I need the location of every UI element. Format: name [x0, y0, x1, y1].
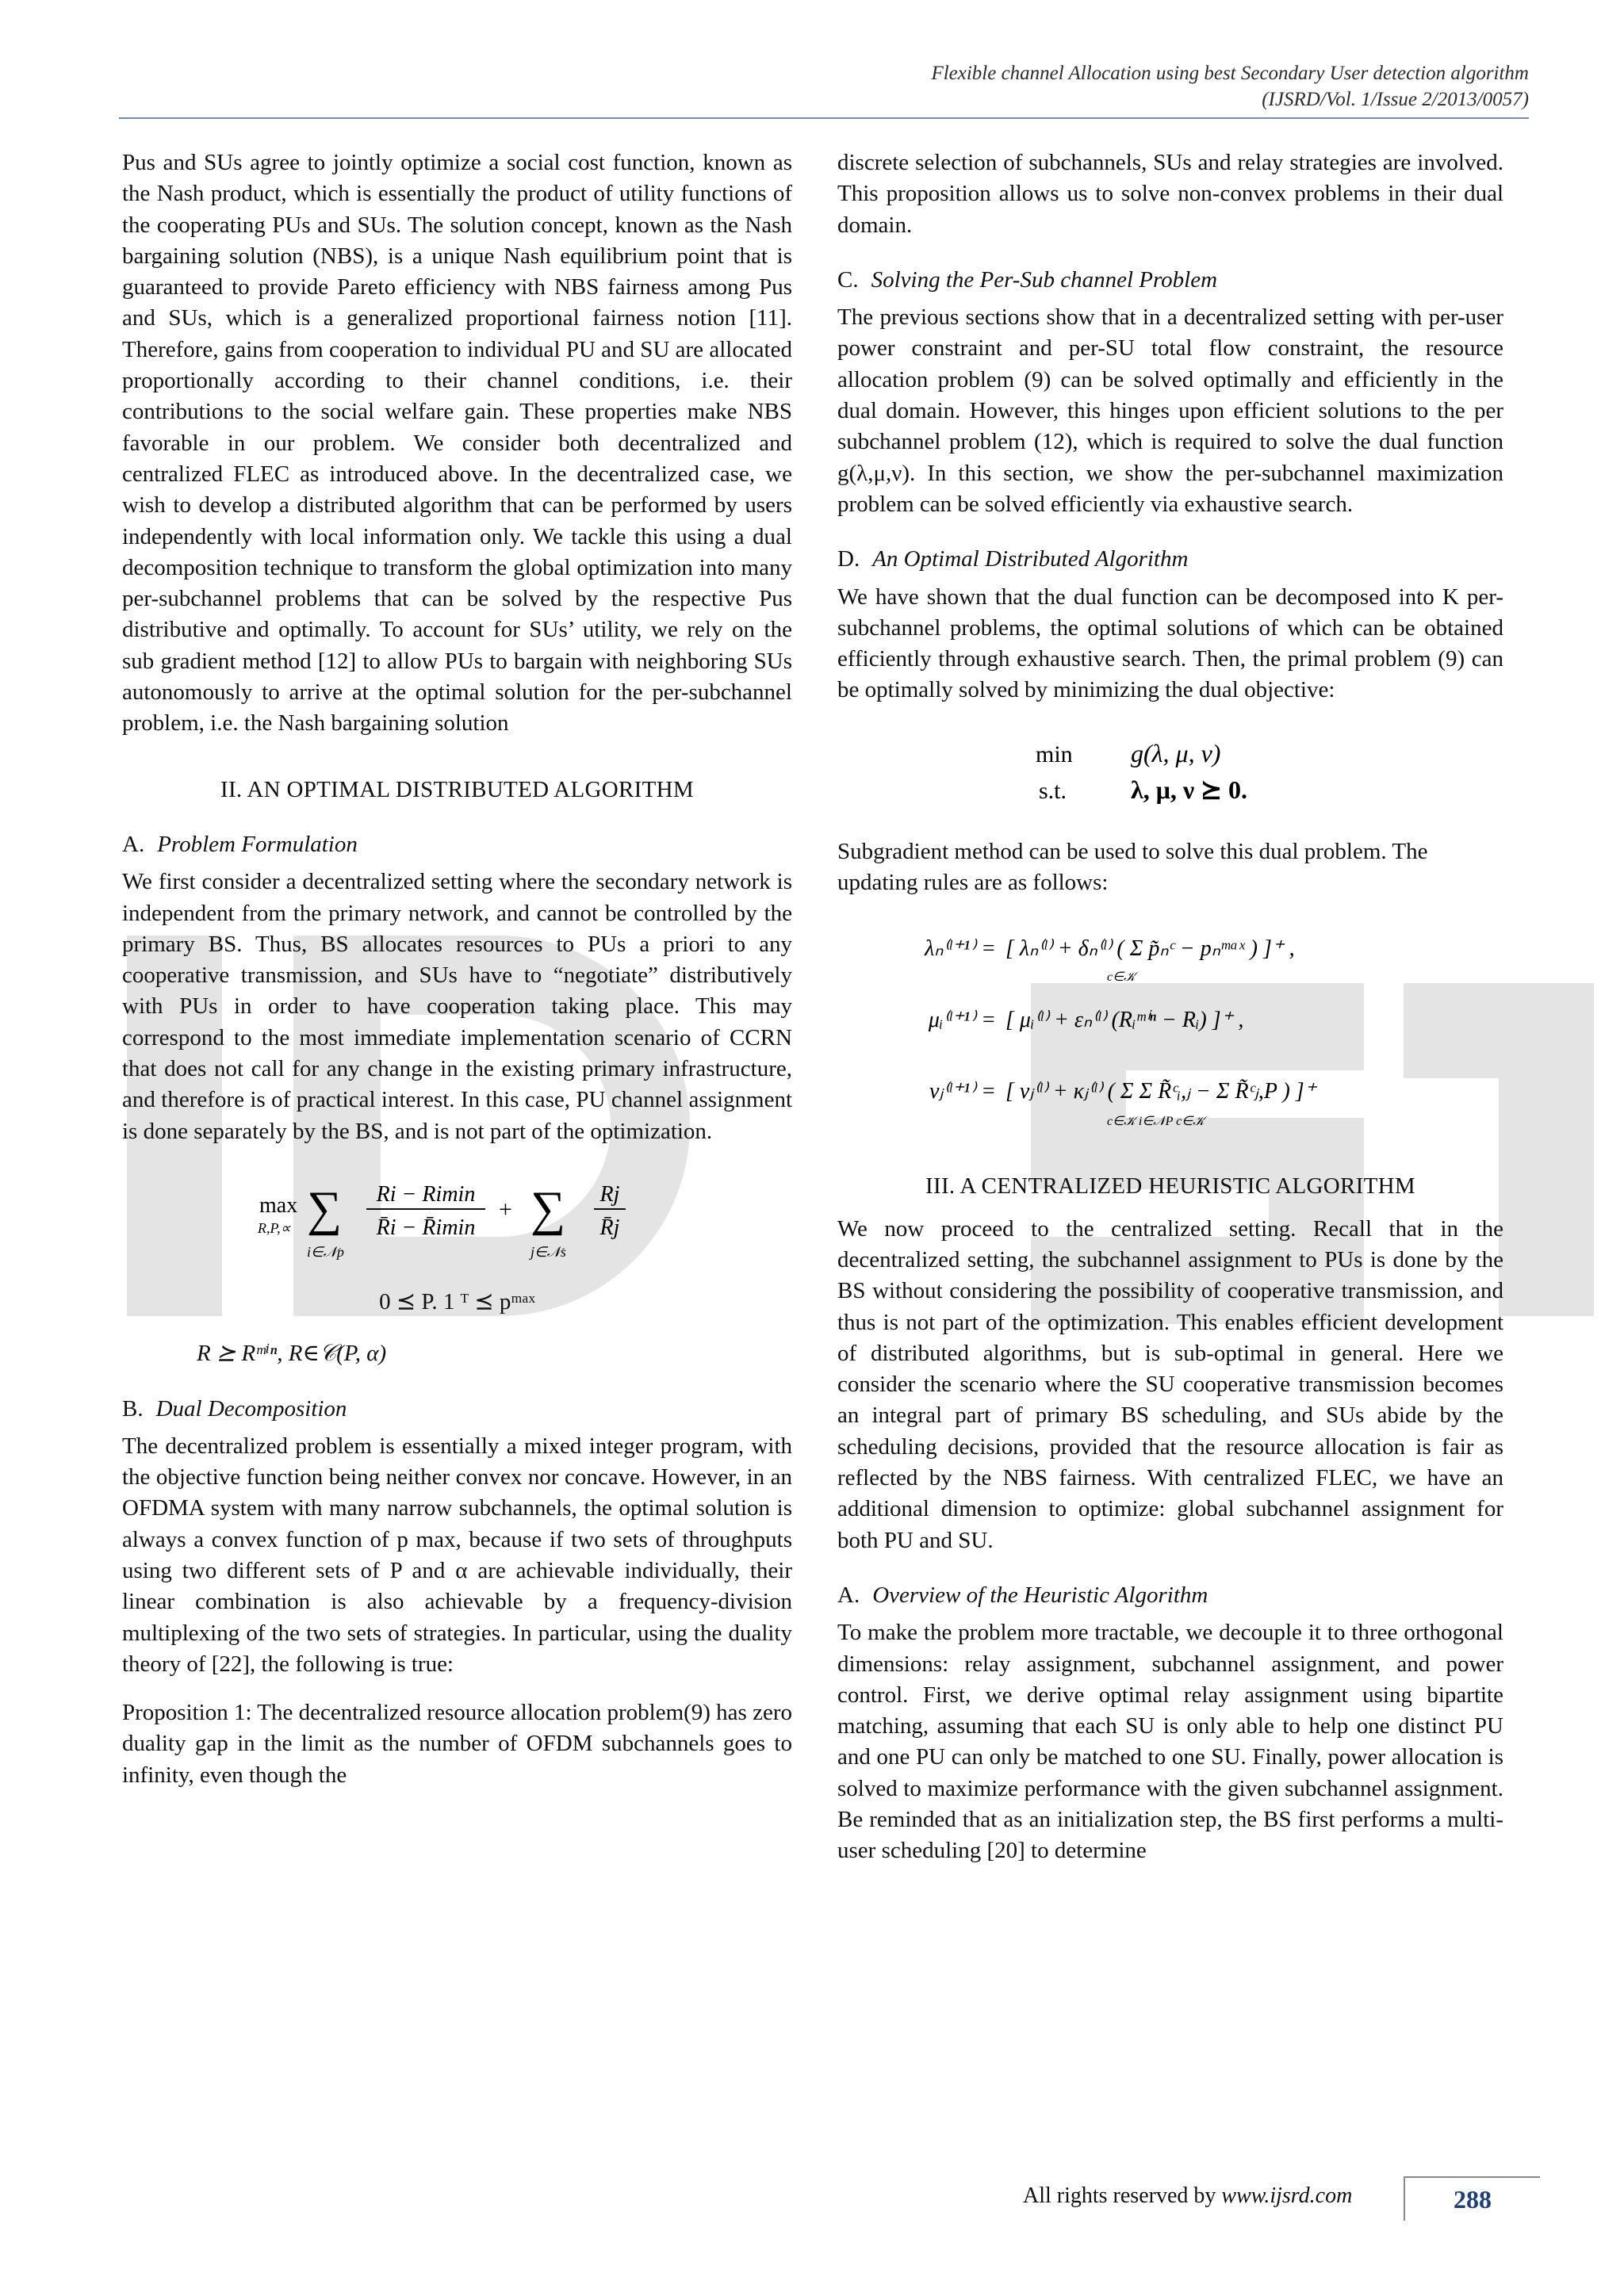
subsection-a-title: Problem Formulation: [157, 831, 358, 857]
update-mu-lhs: μᵢ⁽ˡ⁺¹⁾ =: [928, 1008, 996, 1033]
header-rule: [119, 117, 1529, 119]
update-nu-rhs: [ νⱼ⁽ˡ⁾ + κⱼ⁽ˡ⁾ ( Σ Σ R̃ᶜᵢ,ⱼ − Σ R̃ᶜⱼ,P ) ]⁺: [1005, 1079, 1316, 1104]
dual-constraint: λ, μ, ν ⪰ 0.: [1131, 775, 1247, 804]
subsection-a-heading: [122, 829, 792, 860]
max-subscript: R,P,∝: [257, 1219, 291, 1236]
footer-site-link[interactable]: www.ijsrd.com: [1221, 2183, 1353, 2208]
update-rules: [837, 909, 1503, 1139]
constraint-rate: R ⪰ Rᵐⁱⁿ, R∈𝒞(P, α): [197, 1341, 387, 1367]
subsection-b-title: Dual Decomposition: [155, 1395, 347, 1422]
footer-rights-text: All rights reserved by: [1023, 2183, 1216, 2208]
fraction-2-numerator: Rj: [599, 1181, 619, 1207]
left-column: [122, 147, 792, 1791]
optimization-equation: [122, 1171, 792, 1370]
subsection-b-number: B.: [122, 1395, 144, 1422]
dual-decomposition-paragraph: The decentralized problem is essentially a mixed integer program, with the objective function being neither convex nor concave. However, in an OFDMA system with many narrow subchannels, the optimal solution is always a convex function of p max, because if two sets of throughputs using two different sets of P and α are achievable individually, their linear combination is also achievable by a frequency-division multiplexing of the two sets of strategies. In particular, using the duality theory of [22], the following is true:: [122, 1433, 792, 1677]
dual-st: s.t.: [1039, 777, 1067, 804]
sum-2-subscript: j∈𝒩s: [530, 1243, 566, 1260]
update-lambda-lhs: λₙ⁽ˡ⁺¹⁾ =: [925, 936, 996, 962]
subsection-c-number: C.: [837, 266, 859, 293]
sum-2-icon: ∑: [530, 1181, 565, 1236]
proposition-paragraph: Proposition 1: The decentralized resource allocation problem(9) has zero duality gap in the limit as the number of OFDM subchannels goes to infinity, even though the: [122, 1700, 792, 1788]
header-journal: (IJSRD/Vol. 1/Issue 2/2013/0057): [1262, 89, 1529, 110]
heuristic-overview-paragraph: To make the problem more tractable, we decouple it to three orthogonal dimensions: relay assignment, subchannel assignment, and power control. First, we derive optimal relay assignment using bipartite matching, assuming that each SU is only able to help one distinct PU and one PU can only be matched to one SU. Finally, power allocation is solved to maximize performance with the given subchannel assignment. Be reminded that as an initialization step, the BS first performs a multi-user scheduling [20] to determine: [837, 1620, 1503, 1864]
sum-1-icon: ∑: [306, 1181, 342, 1236]
subsection-a3-title: Overview of the Heuristic Algorithm: [872, 1582, 1208, 1608]
problem-formulation-paragraph: We first consider a decentralized setting where the secondary network is independent from the primary network, and cannot be controlled by the primary BS. Thus, BS allocates resources to PUs a priori to any cooperative transmission, and SUs have to “negotiate” distributively with PUs in order to have cooperation taking place. This may correspond to the most immediate implementation scenario of CCRN that does not call for any change in the existing primary infrastructure, and therefore is of practical interest. In this case, PU channel assignment is done separately by the BS, and is not part of the optimization.: [122, 869, 792, 1144]
sum-1-subscript: i∈𝒩p: [306, 1243, 344, 1260]
subsection-a3-heading: [837, 1580, 1503, 1611]
intro-paragraph: Pus and SUs agree to jointly optimize a social cost function, known as the Nash product, which is essentially the product of utility functions of the cooperating PUs and SUs. The solution concept, known as the Nash bargaining solution (NBS), is a unique Nash equilibrium point that is guaranteed to provide Pareto efficiency with NBS fairness among Pus and SUs, which is a generalized proportional fairness notion [11]. Therefore, gains from cooperation to individual PU and SU are allocated proportionally according to their channel conditions, i.e. their contributions to the social welfare gain. These properties make NBS favorable in our problem. We consider both decentralized and centralized FLEC as introduced above. In the decentralized case, we wish to develop a distributed algorithm that can be performed by users independently with local information only. We tackle this using a dual decomposition technique to transform the global optimization into many per-subchannel problems that can be solved by the respective Pus distributive and optimally. To account for SUs’ utility, we rely on the sub gradient method [12] to allow PUs to bargain with neighboring SUs autonomously to arrive at the optimal solution for the per-subchannel problem, i.e. the Nash bargaining solution: [122, 150, 792, 737]
dual-problem-equation: [837, 733, 1503, 809]
dual-min: min: [1036, 740, 1073, 767]
objective-formula: [251, 1171, 664, 1266]
update-rules-formula: [869, 909, 1472, 1139]
dual-objective: g(λ, μ, ν): [1131, 738, 1221, 767]
subsection-a-number: A.: [122, 831, 145, 857]
fraction-2-denominator: R̄j: [599, 1215, 619, 1240]
subsection-a3-number: A.: [837, 1582, 860, 1608]
right-column: [837, 147, 1503, 1867]
subsection-c-heading: [837, 265, 1503, 296]
update-lambda-rhs: [ λₙ⁽ˡ⁾ + δₙ⁽ˡ⁾ ( Σ p̃ₙᶜ − pₙᵐᵃˣ ) ]⁺ ,: [1005, 936, 1295, 962]
header-title: Flexible channel Allocation using best Secondary User detection algorithm: [931, 63, 1529, 84]
subsection-d-heading: [837, 544, 1503, 575]
section-3-heading: III. A CENTRALIZED HEURISTIC ALGORITHM: [925, 1173, 1415, 1200]
update-nu-lhs: νⱼ⁽ˡ⁺¹⁾ =: [929, 1079, 996, 1104]
subsection-c-title: Solving the Per-Sub channel Problem: [871, 266, 1218, 293]
fraction-1-numerator: Ri − Rimin: [376, 1181, 475, 1207]
per-subchannel-paragraph: The previous sections show that in a decentralized setting with per-user power constraint and per-SU total flow constraint, the resource allocation problem (9) can be solved optimally and efficiently in the dual domain. However, this hinges upon efficient solutions to the per subchannel problem (12), which is required to solve the dual function g(λ,μ,ν). In this section, we show the per-subchannel maximization problem can be solved efficiently via exhaustive search.: [837, 304, 1503, 517]
running-header: [931, 60, 1529, 113]
centralized-paragraph: We now proceed to the centralized setting. Recall that in the decentralized setting, the subchannel assignment to PUs is done by the BS without considering the possibility of cooperative transmission, and thus is not part of the optimization. This enables efficient development of distributed algorithms, but is sub-optimal in general. Here we consider the scenario where the SU cooperative transmission becomes an integral part of primary BS scheduling, and SUs abide by the scheduling decisions, provided that the resource allocation is fair as reflected by the NBS fairness. With centralized FLEC, we have an additional dimension to optimize: global subchannel assignment for both PU and SU.: [837, 1215, 1503, 1553]
max-operator: max: [259, 1192, 297, 1218]
distributed-algorithm-paragraph: We have shown that the dual function can be decomposed into K per-subchannel problems, the optimal solutions of which can be obtained efficiently through exhaustive search. Then, the primal problem (9) can be optimally solved by minimizing the dual objective:: [837, 584, 1503, 703]
dual-problem-formula: [1028, 733, 1313, 809]
subsection-d-title: An Optimal Distributed Algorithm: [872, 546, 1189, 572]
constraint-power: 0 ⪯ P. 1 ᵀ ⪯ pᵐᵃˣ: [379, 1288, 535, 1314]
plus-sign: +: [498, 1196, 512, 1223]
subsection-b-heading: [122, 1394, 792, 1425]
update-lambda-sub: c∈𝒦: [1107, 970, 1136, 985]
update-mu-rhs: [ μᵢ⁽ˡ⁾ + εₙ⁽ˡ⁾ (Rᵢᵐⁱⁿ − Rᵢ) ]⁺ ,: [1005, 1008, 1244, 1033]
fraction-1-denominator: R̄i − R̄imin: [376, 1215, 475, 1240]
proposition-continuation: discrete selection of subchannels, SUs and relay strategies are involved. This proposition allows us to solve non-convex problems in their dual domain.: [837, 150, 1503, 238]
section-2-heading: II. AN OPTIMAL DISTRIBUTED ALGORITHM: [220, 776, 694, 802]
subsection-d-number: D.: [837, 546, 860, 572]
subgradient-paragraph: Subgradient method can be used to solve this dual problem. The updating rules are as follows:: [837, 838, 1428, 896]
footer-rights: [1023, 2183, 1352, 2209]
update-nu-sub: c∈𝒦 i∈𝒩P c∈𝒦: [1107, 1115, 1205, 1129]
page-number: 288: [1404, 2176, 1540, 2221]
